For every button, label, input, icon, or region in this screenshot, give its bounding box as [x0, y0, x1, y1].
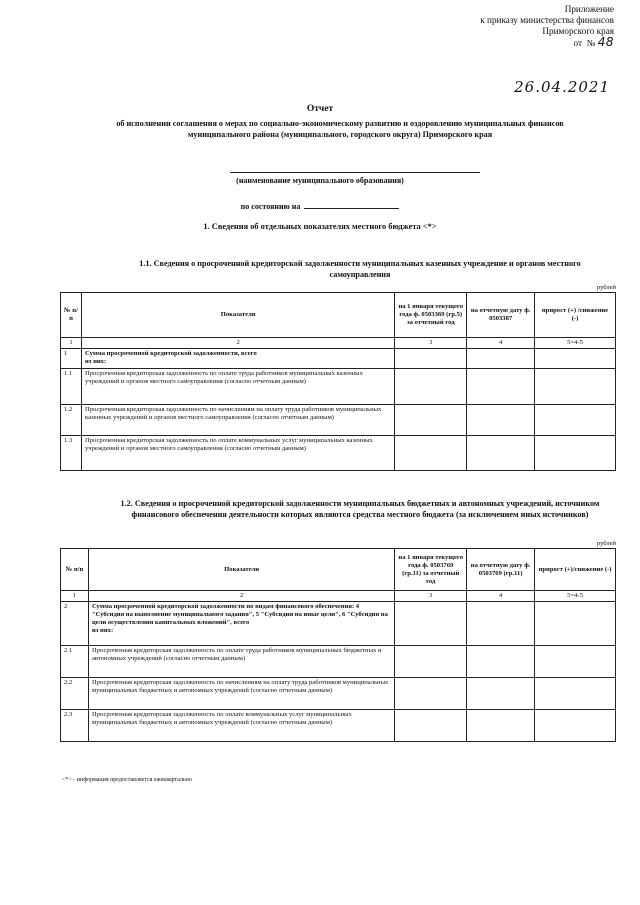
row-number: 2.1: [61, 646, 89, 678]
value-cell[interactable]: [467, 646, 535, 678]
header-cell: на 1 января текущего года ф. 0503369 (гр.5) за отчетный год: [395, 293, 467, 338]
value-cell[interactable]: [395, 602, 467, 646]
numbering-cell: 5=4-5: [535, 591, 616, 602]
report-title: Отчет: [306, 104, 334, 114]
table-row: [61, 602, 616, 646]
annex-number-label: №: [586, 38, 596, 48]
table-2-header-row: [61, 549, 616, 591]
row-text: Просроченная кредиторская задолженность по оплате труда работников муниципальных бюджетных и автономных учреждений (согласно отчетным данным): [88, 646, 394, 678]
value-cell[interactable]: [395, 710, 467, 742]
table-row: [61, 405, 616, 436]
value-cell[interactable]: [467, 602, 535, 646]
numbering-cell: 2: [81, 338, 394, 349]
section-1-heading: 1. Сведения об отдельных показателях местного бюджета <*>: [203, 222, 437, 231]
value-cell[interactable]: [535, 436, 616, 471]
annex-line-2: к приказу министерства финансов: [480, 15, 614, 25]
table-2: [60, 548, 616, 742]
value-cell[interactable]: [467, 349, 535, 369]
value-cell[interactable]: [535, 369, 616, 405]
value-cell[interactable]: [395, 678, 467, 710]
row-text-extra: из них:: [84, 358, 107, 365]
handwritten-date: 26.04.2021: [514, 78, 610, 96]
table-row: [61, 436, 616, 471]
row-text: Просроченная кредиторская задолженность по начислениям на оплату труда работников муниципальных муниципальных бюджетных и автономных учреждений (согласно отчетным данным): [88, 678, 394, 710]
municipality-underline: [230, 172, 480, 173]
table-row: [61, 646, 616, 678]
row-number: 2: [61, 602, 89, 646]
table-1-unit: рублей: [596, 284, 616, 291]
numbering-cell: 1: [61, 338, 82, 349]
row-number: 1.3: [61, 436, 82, 471]
row-number: 1.1: [61, 369, 82, 405]
footnote: <*> - информация предоставляется ежеквартально: [62, 777, 192, 783]
row-text: Просроченная кредиторская задолженность по оплате коммунальных услуг муниципальных казенных учреждений и органов местного самоуправления (согласно отчетным данным): [81, 436, 394, 471]
header-cell: Показатели: [81, 293, 394, 338]
header-cell: прирост (+) /снижение (-): [535, 293, 616, 338]
table-1-title: 1.1. Сведения о просроченной кредиторской задолженности муниципальных казенных учреждение и органов местного самоуправления: [139, 259, 581, 279]
numbering-cell: 3: [395, 591, 467, 602]
row-number: 2.2: [61, 678, 89, 710]
numbering-cell: 2: [88, 591, 394, 602]
header-cell: на отчетную дату ф. 0503769 (гр.11): [467, 549, 535, 591]
row-text: Просроченная кредиторская задолженность по начислениям на оплату труда работников муниципальных казенных учреждений и органов местного самоуправления (согласно отчетным данным): [81, 405, 394, 436]
row-text: Просроченная кредиторская задолженность по оплате коммунальных услуг муниципальных муниципальных бюджетных и автономных учреждений (согласно отчетным данным): [88, 710, 394, 742]
header-cell: на 1 января текущего года ф. 0503769 (гр.11) за отчетный год: [395, 549, 467, 591]
table-2-unit: рублей: [596, 540, 616, 547]
row-text-main: Сумма просроченной кредиторской задолженности, всего: [84, 350, 257, 357]
municipality-label: (наименование муниципального образования): [236, 176, 404, 185]
value-cell[interactable]: [535, 405, 616, 436]
header-cell: прирост (+)/снижение (-): [535, 549, 616, 591]
row-text: [88, 602, 394, 646]
table-1-numbering-row: [61, 338, 616, 349]
table-row: [61, 710, 616, 742]
annex-block: [394, 4, 614, 49]
numbering-cell: 4: [467, 591, 535, 602]
row-number: 2.3: [61, 710, 89, 742]
row-text-extra: из них:: [91, 627, 114, 634]
annex-number-row: [394, 37, 614, 49]
table-row: [61, 369, 616, 405]
value-cell[interactable]: [467, 678, 535, 710]
annex-from-label: от: [573, 38, 583, 48]
numbering-cell: 4: [467, 338, 535, 349]
value-cell[interactable]: [535, 349, 616, 369]
numbering-cell: 3: [395, 338, 467, 349]
value-cell[interactable]: [395, 369, 467, 405]
report-subtitle: об исполнении соглашения о мерах по социально-экономическому развитию и оздоровлению муниципальных финансов муниципального района (муниципального, городского округа) Приморского края: [116, 119, 564, 139]
annex-line-1: Приложение: [564, 4, 614, 14]
row-number: 1: [61, 349, 82, 369]
row-text: [81, 349, 394, 369]
value-cell[interactable]: [395, 436, 467, 471]
table-2-numbering-row: [61, 591, 616, 602]
as-of-date-blank: [304, 200, 399, 209]
value-cell[interactable]: [535, 602, 616, 646]
value-cell[interactable]: [395, 349, 467, 369]
header-cell: Показатели: [88, 549, 394, 591]
table-1: [60, 292, 616, 471]
table-2-title: 1.2. Сведения о просроченной кредиторской задолженности муниципальных бюджетных и автономных учреждений, источником финансового обеспечения деятельности которых являются средства местного бюджета (за исключением иных источников): [120, 499, 600, 519]
annex-line-3: Приморского края: [542, 26, 614, 36]
header-cell: на отчетную дату ф. 0503387: [467, 293, 535, 338]
numbering-cell: 1: [61, 591, 89, 602]
table-row: [61, 349, 616, 369]
value-cell[interactable]: [535, 646, 616, 678]
value-cell[interactable]: [467, 436, 535, 471]
row-number: 1.2: [61, 405, 82, 436]
table-row: [61, 678, 616, 710]
as-of-date: [0, 200, 640, 211]
table-1-header-row: [61, 293, 616, 338]
value-cell[interactable]: [395, 405, 467, 436]
header-cell: № п/п: [61, 293, 82, 338]
value-cell[interactable]: [467, 710, 535, 742]
value-cell[interactable]: [395, 646, 467, 678]
row-text-main: Сумма просроченной кредиторской задолженности по видам финансового обеспечения: 4 "Субсидия на выполнение муниципального задания", 5 "Субсидии на иные цели", 6 "Субсидия на цели осуществления капитальных вложений", всего: [91, 603, 388, 626]
numbering-cell: 5=4-5: [535, 338, 616, 349]
value-cell[interactable]: [535, 710, 616, 742]
as-of-label: по состоянию на: [240, 202, 301, 211]
value-cell[interactable]: [467, 369, 535, 405]
row-text: Просроченная кредиторская задолженность по оплате труда работников муниципальных казенных учреждений и органов местного самоуправления (согласно отчетным данным): [81, 369, 394, 405]
value-cell[interactable]: [467, 405, 535, 436]
value-cell[interactable]: [535, 678, 616, 710]
header-cell: № п/п: [61, 549, 89, 591]
annex-number-value: 48: [597, 35, 614, 49]
